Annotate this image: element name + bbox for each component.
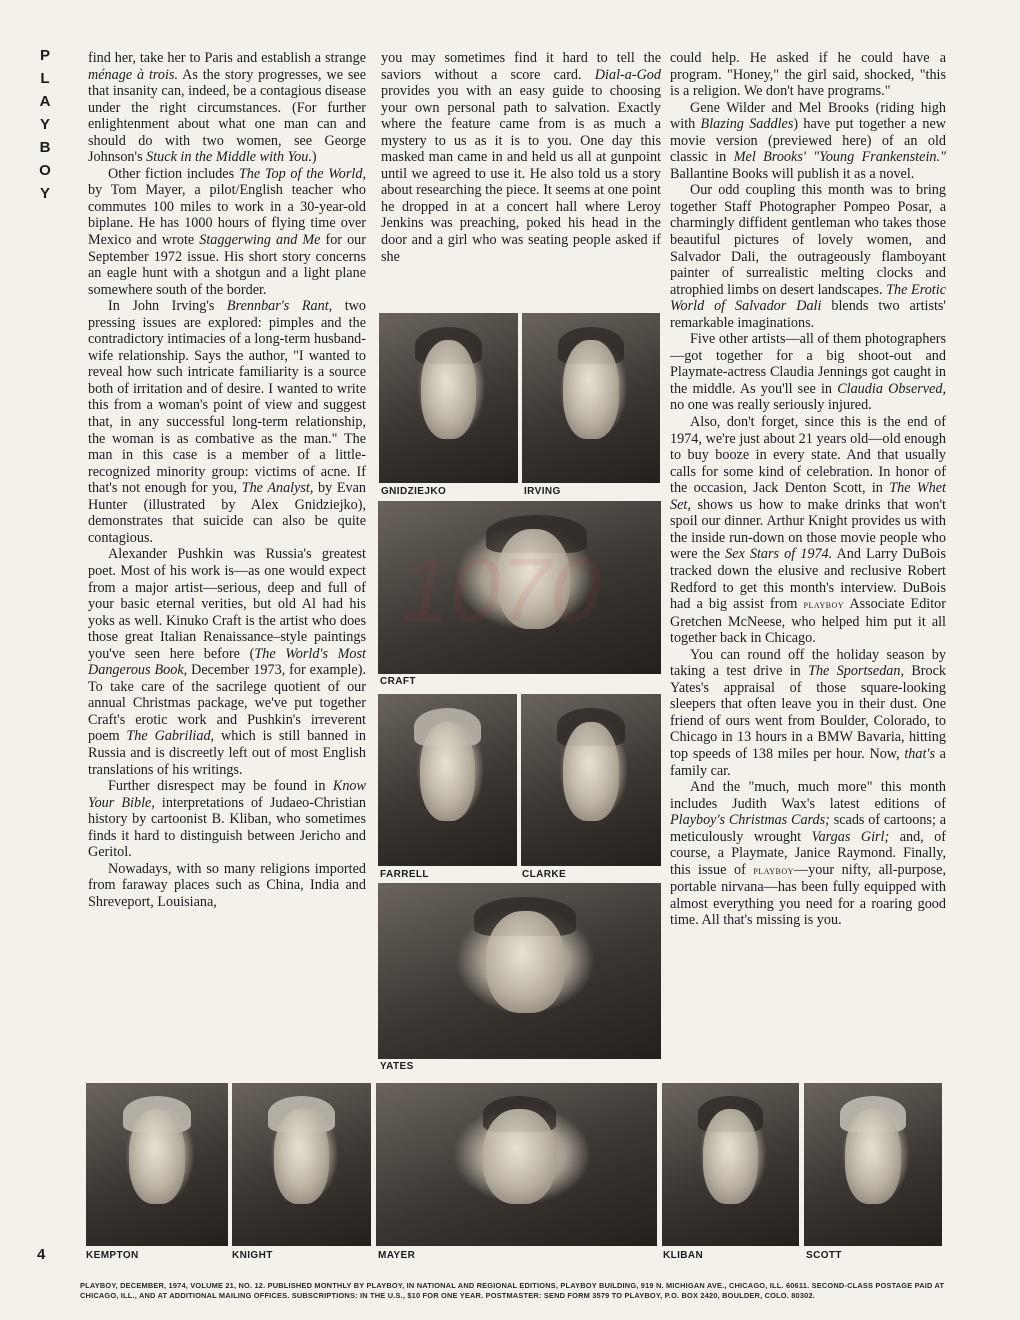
caption-farrell: FARRELL <box>380 869 429 880</box>
article-paragraph: You can round off the holiday season by taking a test drive in The Sportsedan, Brock Yates's appraisal of those square-looking sleepers that often leave you in their dust. One friend of ours went from Boulder, Colorado, to Chicago in 13 hours in a BMW Bavaria, hitting top speeds of 138 miles per hour. Now, that's a family car. <box>670 646 947 779</box>
article-paragraph: Alexander Pushkin was Russia's greatest poet. Most of his work is—as one would expect from a major artist—serious, deep and full of your basic eternal verities, but old Al had his yoks as well. Kinuko Craft is the artist who does those great Italian Renaissance–style paintings you've seen here before (The World's Most Dangerous Book, December 1973, for example). To take care of the sacrilege quotient of our annual Christmas package, we've put together Craft's erotic work and Pushkin's irreverent poem The Gabriliad, which is still banned in Russia and is discreetly left out of most English translations of his writings. <box>88 546 366 778</box>
caption-kempton: KEMPTON <box>86 1250 139 1261</box>
article-paragraph: Nowadays, with so many religions imported from faraway places such as China, India and Shreveport, Louisiana, <box>88 860 366 910</box>
spine-letter: L <box>40 70 50 87</box>
article-paragraph: Other fiction includes The Top of the World, by Tom Mayer, a pilot/English teacher who commutes 100 miles to work in a 30-year-old biplane. He has 1000 hours of flying time over Mexico and wrote Staggerwing and Me for our September 1972 issue. His short story concerns an eagle hunt with a shotgun and a light plane somewhere south of the border. <box>88 165 367 298</box>
caption-yates: YATES <box>380 1061 414 1072</box>
portrait-mayer <box>376 1083 657 1246</box>
caption-gnidziejko: GNIDZIEJKO <box>381 486 447 497</box>
caption-craft: CRAFT <box>380 676 416 687</box>
portrait-kliban <box>662 1083 799 1246</box>
article-paragraph: Further disrespect may be found in Know Your Bible, interpretations of Judaeo-Christian history by cartoonist B. Kliban, who sometimes finds it hard to distinguish between Jericho and Geritol. <box>88 778 366 861</box>
caption-mayer: MAYER <box>378 1250 416 1261</box>
article-paragraph: could help. He asked if he could have a program. "Honey," the girl said, shocked, "this is a religion. We don't have programs." <box>670 50 946 100</box>
page-number: 4 <box>37 1246 46 1263</box>
portrait-gnidziejko <box>379 313 518 483</box>
article-column-2 <box>381 50 661 265</box>
spine-letter: O <box>39 162 51 179</box>
caption-kliban: KLIBAN <box>663 1250 704 1261</box>
caption-irving: IRVING <box>524 486 561 497</box>
spine-letter: Y <box>39 185 50 202</box>
article-paragraph: Gene Wilder and Mel Brooks (riding high with Blazing Saddles) have put together a new movie version (previewed here) of an old classic in Mel Brooks' "Young Frankenstein." Ballantine Books will publish it as a novel. <box>670 99 946 182</box>
article-column-3 <box>670 50 946 929</box>
spine-letter: A <box>39 93 51 110</box>
article-paragraph: In John Irving's Brennbar's Rant, two pressing issues are explored: pimples and the contradictory intimacies of a long-term husband-wife relationship. Says the author, "I wanted to reveal how such intricate familiarity is a source both of irritation and of desire. I wanted to write this from a woman's point of view and suggest that, in any successful long-term relationship, the woman is as combative as the man." The man in this case is a member of a little-recognized minority group: victims of acne. If that's not enough for you, The Analyst, by Evan Hunter (illustrated by Alex Gnidziejko), demonstrates that suicide can also be quite contagious. <box>88 298 366 546</box>
spine-magazine-name <box>36 44 54 205</box>
portrait-kempton <box>86 1083 228 1246</box>
publication-footer: PLAYBOY, DECEMBER, 1974, VOLUME 21, NO. 12. PUBLISHED MONTHLY BY PLAYBOY, IN NATIONAL AND REGIONAL EDITIONS, PLAYBOY BUILDING, 919 N. MICHIGAN AVE., CHICAGO, ILL. 60611. SECOND-CLASS POSTAGE PAID AT CHICAGO, ILL., AND AT ADDITIONAL MAILING OFFICES. SUBSCRIPTIONS: IN THE U.S., $10 FOR ONE YEAR. POSTMASTER: SEND FORM 3579 TO PLAYBOY, P.O. BOX 2420, BOULDER, COLO. 80302. <box>80 1281 945 1300</box>
portrait-knight <box>232 1083 371 1246</box>
spine-letter: B <box>39 139 51 156</box>
portrait-irving <box>522 313 660 483</box>
article-paragraph: Our odd coupling this month was to bring together Staff Photographer Pompeo Posar, a charmingly diffident gentleman who takes those beautiful pictures of lovely women, and Salvador Dali, the outrageously flamboyant painter of surrealistic melting clocks and atrophied limbs on desert landscapes. The Erotic World of Salvador Dali blends two artists' remarkable imaginations. <box>670 182 946 331</box>
article-column-1 <box>88 50 366 910</box>
portrait-scott <box>804 1083 942 1246</box>
spine-letter: Y <box>39 116 50 133</box>
article-paragraph: you may sometimes find it hard to tell the saviors without a score card. Dial-a-God provides you with an easy guide to choosing your own personal path to salvation. Exactly where the feature came from is as much a mystery to us as it is to you. One day this masked man came in and held us all at gunpoint until we agreed to use it. He also told us a story about researching the piece. It seems at one point he dropped in at a concert hall where Leroy Jenkins was preaching, poked his head in the door and a girl who was seating people asked if she <box>381 50 661 265</box>
caption-clarke: CLARKE <box>522 869 567 880</box>
portrait-farrell <box>378 694 517 866</box>
portrait-craft <box>378 501 661 674</box>
portrait-yates <box>378 883 661 1059</box>
article-paragraph: Also, don't forget, since this is the end of 1974, we're just about 21 years old—old enough to buy booze in every state. And that usually calls for some kind of celebration. In honor of the occasion, Jack Denton Scott, in The Whet Set, shows us how to make drinks that won't spoil our dinner. Arthur Knight provides us with the inside run-down on those movie people who were the Sex Stars of 1974. And Larry DuBois tracked down the elusive and reclusive Robert Redford to get this month's interview. DuBois had a big assist from playboy Associate Editor Gretchen McNeese, who helped him put it all together back in Chicago. <box>670 414 947 647</box>
caption-knight: KNIGHT <box>232 1250 273 1261</box>
portrait-clarke <box>521 694 661 866</box>
caption-scott: SCOTT <box>806 1250 842 1261</box>
spine-letter: P <box>39 47 50 64</box>
article-paragraph: And the "much, much more" this month includes Judith Wax's latest editions of Playboy's Christmas Cards; scads of cartoons; a meticulously wrought Vargas Girl; and, of course, a Playmate, Janice Raymond. Finally, this issue of playboy—your nifty, all-purpose, portable nirvana—has been fully equipped with almost everything you need for a roaring good time. All that's missing is you. <box>670 779 946 929</box>
article-paragraph: find her, take her to Paris and establish a strange ménage à trois. As the story progresses, we see that insanity can, indeed, be a contagious disease under the right circumstances. (For further enlightenment about what one man can and should do with two women, see George Johnson's Stuck in the Middle with You.) <box>88 50 366 166</box>
article-paragraph: Five other artists—all of them photographers—got together for a big shoot-out and Playmate-actress Claudia Jennings got caught in the middle. As you'll see in Claudia Observed, no one was really seriously injured. <box>670 331 946 414</box>
